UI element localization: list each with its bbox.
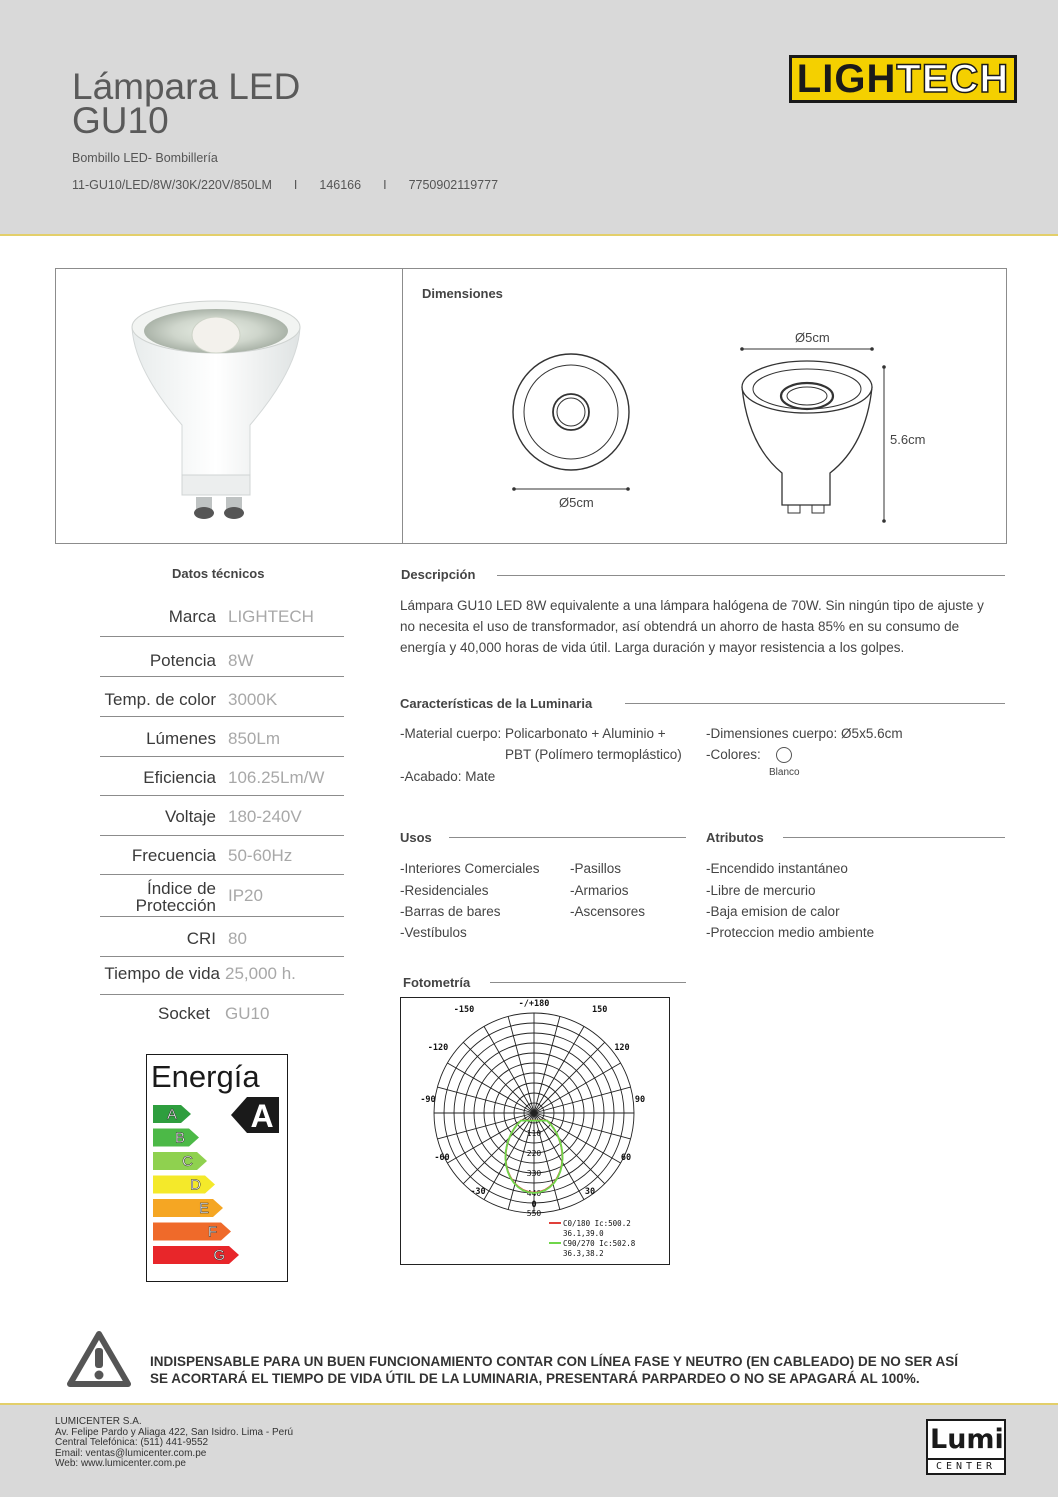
logo-bottom-text: CENTER <box>928 1458 1004 1473</box>
lumicenter-logo <box>926 1419 1006 1475</box>
polar-grid-spoke <box>534 1026 584 1113</box>
product-ean: 7750902119777 <box>408 178 499 192</box>
polar-radial-label: 110 <box>526 1129 542 1138</box>
spec-row-cri <box>100 917 344 957</box>
polar-radial-label: 330 <box>526 1169 542 1178</box>
polar-angle-label: -150 <box>453 1005 475 1015</box>
use-item: -Vestíbulos <box>400 925 467 940</box>
header <box>0 0 1058 236</box>
address: Av. Felipe Pardo y Aliaga 422, San Isidro. Lima - Perú <box>55 1426 294 1438</box>
spec-label <box>136 880 216 914</box>
description-text <box>400 595 1005 658</box>
spec-label: CRI <box>186 929 216 948</box>
legend-name: C90/270 Ic:502.8 <box>563 1239 636 1248</box>
polar-angle-label: 150 <box>592 1005 608 1015</box>
spec-label: Marca <box>168 607 216 626</box>
spec-value: 25,000 h. <box>225 964 296 983</box>
polar-grid-spoke <box>484 1026 534 1113</box>
spec-row-potencia <box>100 637 344 677</box>
spec-label-line: Protección <box>135 896 216 915</box>
attribute-item: -Libre de mercurio <box>706 883 816 898</box>
spec-label: Frecuencia <box>131 846 216 865</box>
polar-angle-label: -120 <box>427 1043 449 1053</box>
energy-class-label: F <box>207 1223 217 1241</box>
spec-label: Tiempo de vida <box>104 964 220 983</box>
material-line-2: PBT (Polímero termoplástico) <box>505 747 682 762</box>
characteristics-rule <box>625 703 1005 704</box>
material-line-1: -Material cuerpo: Policarbonato + Aluminio + <box>400 726 666 741</box>
colors-label: -Colores: <box>706 747 761 762</box>
energy-class-label: E <box>198 1200 209 1217</box>
energy-class-bar <box>153 1152 207 1170</box>
attribute-item: -Proteccion medio ambiente <box>706 925 875 940</box>
polar-grid-spoke <box>534 1087 631 1113</box>
polar-grid-spoke <box>534 1113 631 1139</box>
spec-value: IP20 <box>228 886 263 905</box>
logo-top-text: Lumi <box>930 1424 1004 1455</box>
polar-radial-label: 550 <box>526 1209 542 1218</box>
polar-grid-spoke <box>437 1113 534 1139</box>
spec-label: Eficiencia <box>143 768 216 787</box>
description-line: Lámpara GU10 LED 8W equivalente a una lámpara halógena de 70W. Sin ningún tipo de ajuste y <box>400 598 984 613</box>
energy-label <box>146 1054 288 1282</box>
polar-radial-label: 220 <box>526 1149 542 1158</box>
use-item: -Barras de bares <box>400 904 501 919</box>
spec-row-temp <box>100 677 344 717</box>
warning-line: SE ACORTARÁ EL TIEMPO DE VIDA ÚTIL DE LA LUMINARIA, PRESENTARÁ PARPARDEO O NO SE APAGARÁ AL 100%. <box>150 1371 920 1386</box>
title-line-2: GU10 <box>72 100 169 141</box>
spec-value: LIGHTECH <box>228 607 314 626</box>
polar-angle-label: 60 <box>620 1153 632 1163</box>
product-sku: 146166 <box>319 178 362 192</box>
energy-class-label: G <box>213 1247 225 1264</box>
uses-rule <box>449 837 686 838</box>
legend-detail: 36.3,38.2 <box>563 1249 604 1258</box>
front-view-drawing <box>506 349 636 499</box>
energy-class-label: B <box>174 1129 185 1147</box>
spec-row-vida <box>100 957 344 995</box>
code-separator: I <box>383 178 387 192</box>
spec-row-voltaje <box>100 796 344 836</box>
footer <box>0 1403 1058 1497</box>
description-line: energía y 40,000 horas de vida útil. Larga duración y mayor resistencia a los golpes. <box>400 640 905 655</box>
body-dimensions: -Dimensiones cuerpo: Ø5x5.6cm <box>706 726 903 741</box>
energy-scale <box>147 1055 287 1281</box>
polar-grid-spoke <box>534 1113 584 1200</box>
energy-class-bar <box>153 1246 239 1264</box>
polar-angle-label: -30 <box>470 1187 486 1197</box>
title-line-1: Lámpara LED <box>72 66 301 107</box>
attributes-title: Atributos <box>706 830 764 845</box>
description-title: Descripción <box>401 567 476 582</box>
spec-label-line: Índice de <box>147 879 216 898</box>
polar-diagram <box>401 998 669 1264</box>
polar-angle-label: -60 <box>434 1153 450 1163</box>
energy-class-bar <box>153 1199 223 1217</box>
polar-angle-label: 0 <box>531 1200 537 1210</box>
contact-info <box>55 1417 293 1470</box>
use-item: -Pasillos <box>570 861 622 876</box>
attribute-item: -Baja emision de calor <box>706 904 840 919</box>
logo-text-dark: LIGH <box>796 57 897 101</box>
color-name: Blanco <box>769 767 800 778</box>
polar-angle-label: 30 <box>584 1187 596 1197</box>
spec-row-lumenes <box>100 717 344 757</box>
product-code: 11-GU10/LED/8W/30K/220V/850LM <box>72 178 272 192</box>
company-name: LUMICENTER S.A. <box>55 1416 142 1427</box>
polar-radial-label: 440 <box>526 1189 542 1198</box>
dimensions-title: Dimensiones <box>422 286 503 301</box>
energy-class-bar <box>153 1223 231 1241</box>
use-item: -Residenciales <box>400 883 489 898</box>
energy-class-label: C <box>182 1153 193 1170</box>
website: Web: www.lumicenter.com.pe <box>55 1458 186 1469</box>
warning-line: INDISPENSABLE PARA UN BUEN FUNCIONAMIENTO CONTAR CON LÍNEA FASE Y NEUTRO (EN CABLEADO) DE NO SER ASÍ <box>150 1354 959 1369</box>
product-codes <box>72 178 498 192</box>
spec-row-marca <box>100 597 344 637</box>
spec-label: Socket <box>158 1004 210 1023</box>
spec-value: 80 <box>228 929 247 948</box>
legend-detail: 36.1,39.0 <box>563 1229 604 1238</box>
front-diameter-label: Ø5cm <box>559 495 594 510</box>
specs-title: Datos técnicos <box>172 566 265 581</box>
spec-value: 8W <box>228 651 254 670</box>
code-separator: I <box>293 178 298 192</box>
spec-row-frecuencia <box>100 835 344 875</box>
product-photo <box>126 297 306 527</box>
spec-value: 180-240V <box>228 807 302 826</box>
use-item: -Ascensores <box>570 904 646 919</box>
box-divider <box>402 269 403 543</box>
polar-angle-label: -/+180 <box>518 999 550 1009</box>
energy-class-label: A <box>166 1106 177 1123</box>
spec-value: 50-60Hz <box>228 846 293 865</box>
spec-value: 106.25Lm/W <box>228 768 325 787</box>
polar-angle-label: -90 <box>420 1095 436 1105</box>
photometry-rule <box>490 982 686 983</box>
photometry-title: Fotometría <box>403 975 471 990</box>
lightech-logo <box>789 55 1017 103</box>
spec-label: Lúmenes <box>146 729 216 748</box>
side-diameter-label: Ø5cm <box>795 330 830 345</box>
polar-grid-spoke <box>447 1063 534 1113</box>
spec-row-socket <box>100 995 344 1035</box>
legend-name: C0/180 Ic:500.2 <box>563 1219 631 1228</box>
spec-label: Potencia <box>149 651 216 670</box>
email: Email: ventas@lumicenter.com.pe <box>55 1447 207 1459</box>
attributes-rule <box>783 837 1005 838</box>
spec-row-proteccion <box>100 875 344 917</box>
use-item: -Armarios <box>570 883 629 898</box>
logo-text-light: TECH <box>896 57 1010 101</box>
spec-label: Voltaje <box>164 807 216 826</box>
spec-value: 3000K <box>228 690 278 709</box>
spec-label: Temp. de color <box>104 690 216 709</box>
height-label: 5.6cm <box>890 432 926 447</box>
polar-grid-spoke <box>437 1087 534 1113</box>
polar-grid-spoke <box>508 1016 534 1113</box>
product-overview-box <box>55 268 1007 544</box>
page-title <box>72 66 392 141</box>
energy-title: Energía <box>151 1059 260 1094</box>
uses-title: Usos <box>400 830 432 845</box>
energy-rating-letter: A <box>250 1098 274 1134</box>
polar-angle-label: 120 <box>614 1043 630 1053</box>
phone: Central Telefónica: (511) 441-9552 <box>55 1437 209 1448</box>
energy-class-label: D <box>190 1176 201 1194</box>
use-item: -Interiores Comerciales <box>400 861 540 876</box>
spec-value: 850Lm <box>228 729 280 748</box>
spec-row-eficiencia <box>100 756 344 796</box>
polar-angle-label: 90 <box>634 1095 646 1105</box>
energy-class-bar <box>153 1176 215 1194</box>
side-view-drawing <box>736 345 896 525</box>
warning-text <box>150 1353 958 1387</box>
polar-grid-spoke <box>534 1016 560 1113</box>
warning-icon <box>66 1330 132 1388</box>
finish: -Acabado: Mate <box>400 769 496 784</box>
attribute-item: -Encendido instantáneo <box>706 861 848 876</box>
description-line: no necesita el uso de transformador, así obtendrá un ahorro de hasta 85% en su consumo de <box>400 619 960 634</box>
description-rule <box>497 575 1005 576</box>
characteristics-title: Características de la Luminaria <box>400 696 593 711</box>
subtitle: Bombillo LED- Bombillería <box>72 151 218 165</box>
polar-grid-spoke <box>534 1063 621 1113</box>
spec-value: GU10 <box>225 1004 270 1023</box>
color-swatch-white <box>776 747 792 763</box>
